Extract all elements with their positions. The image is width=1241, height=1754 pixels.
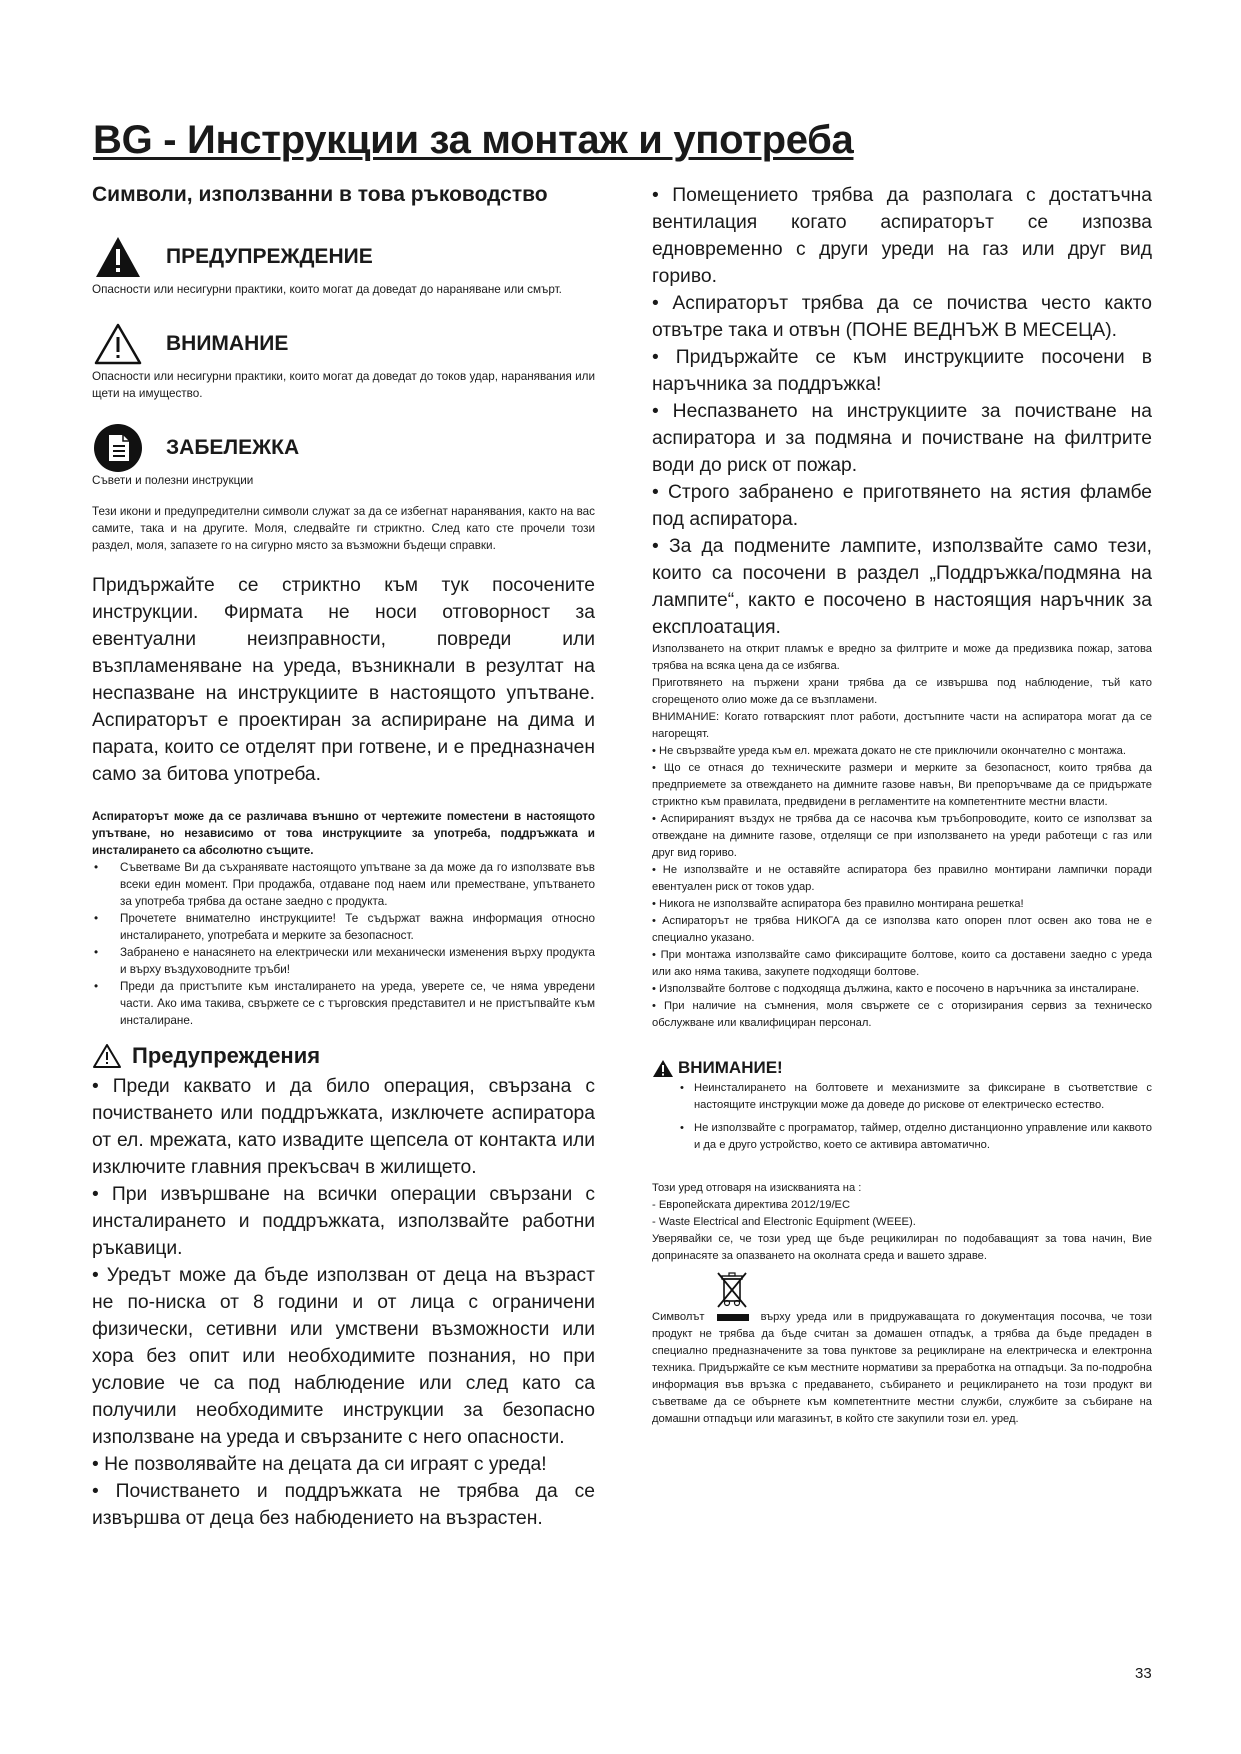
small-bullet-list [92, 859, 595, 1029]
vnimanie-heading-row [652, 1058, 1152, 1078]
warnings-paragraph: • Преди каквато и да било операция, свързана с почистването или поддръжката, изключете аспиратора от ел. мрежата, като извадите щепсела от контакта или изключите главния прекъсвач в жилището. [92, 1076, 595, 1178]
bold-paragraph: Аспираторът може да се различава външно от чертежите поместени в настоящото упътване, но независимо от това инструкциите за употреба, поддръжката и инсталирането са абсолютно същите. [92, 810, 595, 857]
compliance-block [652, 1180, 1152, 1265]
right-small-paragraph: • При монтажа използвайте само фиксиращите болтове, които са доставени заедно с уреда или ако няма такива, закупете подходящи болтове. [652, 949, 1152, 978]
note-description: Съвети и полезни инструкции [92, 474, 254, 487]
warnings-paragraph: • Не позволявайте на децата да си играят с уреда! [92, 1454, 547, 1475]
caution-description: Опасности или несигурни практики, които могат да доведат до токов удар, наранявания или щети на имущество. [92, 370, 595, 400]
warning-filled-icon [652, 1059, 674, 1078]
warnings-paragraph: • Почистването и поддръжката не трябва да се извършва от деца без набюдението на възрастен. [92, 1481, 595, 1529]
right-big-paragraph: • Неспазването на инструкциите за почистване на аспиратора и за подмяна и почистване на филтрите води до риск от пожар. [652, 401, 1152, 476]
list-item: • Неинсталирането на болтовете и механизмите за фиксиране в съответствие с настоящите инструкции може да доведе до рискове от електрическо естество. [652, 1080, 1152, 1114]
caution-label: ВНИМАНИЕ [166, 332, 289, 355]
right-small-paragraph: • Не използвайте и не оставяйте аспиратора без правилно монтирани лампички поради евентуален риск от токов удар. [652, 864, 1152, 893]
right-small-paragraph: Приготвянето на пържени храни трябва да се извършва под наблюдение, тъй като сгорещеното олио може да се възпламени. [652, 677, 1152, 706]
icons-paragraph: Тези икони и предупредителни символи служат за да се избегнат наранявания, както на вас самите, така и на другите. Моля, следвайте ги стриктно. След като сте прочели този раздел, моля, запазете го на сигурно място за възможни бъдещи справки. [92, 505, 595, 552]
right-small-paragraph: ВНИМАНИЕ: Когато готварският плот работи, достъпните части на аспиратора могат да се нагорещят. [652, 711, 1152, 740]
right-small-paragraph: • Аспирираният въздух не трябва да се насочва към тръбопроводите, които се използват за отвеждане на димните газове, отделящи се при използването на уреди работещи с газ или друг вид гориво. [652, 813, 1152, 859]
warnings-paragraph: • Уредът може да бъде използван от деца на възраст не по-ниска от 8 години и от лица с ограничени физически, сетивни или умствени възможности или хора без опит или необходимите познания, но при условие че са под наблюдение или след като са получили необходимите инструкции за безопасно използване на уреда и свързаните с него опасности. [92, 1265, 595, 1448]
list-item: • Преди да пристъпите към инсталирането на уреда, уверете се, че няма увредени части. Ако има такива, свържете се с търговския представител и не пристъпвайте към инсталиране. [92, 978, 595, 1029]
left-column [92, 182, 595, 1532]
symbols-heading: Символи, използванни в това ръководство [92, 183, 548, 206]
page-title: BG - Инструкции за монтаж и употреба [93, 118, 854, 162]
crossed-bin-icon [714, 1269, 750, 1309]
warning-outline-icon [92, 321, 144, 367]
weee-symbol-paragraph [652, 1309, 1152, 1428]
warning-filled-icon [92, 234, 144, 280]
list-item: • Съветваме Ви да съхранявате настоящото упътване за да може да го използвате във всеки един момент. При продажба, отдаване под наем или преместване, упътването за употреба трябва да остане заедно с продукта. [92, 859, 595, 910]
right-small-paragraph: • При наличие на съмнения, моля свържете се с оторизирания сервиз за техническо обслужване или квалифициран персонал. [652, 1000, 1152, 1029]
right-column [652, 182, 1152, 1428]
note-symbol-block [92, 424, 595, 489]
right-small-paragraph: • Никога не използвайте аспиратора без правилно монтирана решетка! [652, 898, 1024, 910]
right-big-paragraph: • Строго забранено е приготвянето на ястия фламбе под аспиратора. [652, 482, 1152, 530]
right-big-paragraph: • Аспираторът трябва да се почиства често както отвътре така и отвън (ПОНЕ ВЕДНЪЖ В МЕСЕЦА). [652, 293, 1152, 341]
intro-paragraph: Придържайте се стриктно към тук посочените инструкции. Фирмата не носи отговорност за евентуални неизправности, повреди или възпламеняване на уреда, възникнали в резултат на неспазване на инструкциите в настоящото упътване. Аспираторът е проектиран за аспириране на дима и парата, които се отделят при готвене, и е предназначен само за битова употреба. [92, 575, 595, 785]
list-item: • Забранено е нанасянето на електрически или механически изменения върху продукта и върху въздуховодните тръби! [92, 944, 595, 978]
symbol-description: върху уреда или в придружаващата го документация посочва, че този продукт не трябва да бъде считан за домашен отпадък, а трябва да бъде предаден в специално предназначените за това пунктове за рециклиране на електрическа и електронна техника. Придържайте се към местните нормативи за преработка на отпадъци. За по-подробна информация във връзка с предаването, събирането и рециклирането на този продукт ви съветваме да се обърнете към компетентните местни служби, службите за събиране на домашни отпадъци или магазинът, в който сте закупили този ел. уред. [652, 1311, 1152, 1425]
compliance-line: - Waste Electrical and Electronic Equipment (WEEE). [652, 1216, 916, 1228]
vnimanie-list [652, 1080, 1152, 1154]
symbol-prefix: Символът [652, 1311, 705, 1323]
right-big-paragraph: • За да подмените лампите, използвайте само тези, които са посочени в раздел „Поддръжка/подмяна на лампите“, както е посочено в настоящия наръчник за експлоатация. [652, 536, 1152, 638]
black-bar-symbol [717, 1314, 749, 1321]
warnings-paragraph: • При извършване на всички операции свързани с инсталирането и поддръжката, използвайте работни ръкавици. [92, 1184, 595, 1259]
right-big-paragraph: • Помещението трябва да разполага с достатъчна вентилация когато аспираторът се изпозва едновременно с други уреди на газ или друг вид гориво. [652, 185, 1152, 287]
note-label: ЗАБЕЛЕЖКА [166, 436, 300, 459]
compliance-line: - Европейската директива 2012/19/EC [652, 1199, 851, 1211]
compliance-line: Този уред отговаря на изискванията на : [652, 1182, 862, 1194]
warning-description: Опасности или несигурни практики, които могат да доведат до нараняване или смърт. [92, 283, 562, 296]
warnings-heading: Предупреждения [132, 1043, 321, 1068]
right-small-paragraph: • Що се отнася до техническите размери и мерките за безопасност, които трябва да предприемете за отвеждането на димните газове навън, Ви препоръчваме да се придържате стриктно към правилата, предвидени в регламентите на компетентните местни власти. [652, 762, 1152, 808]
warnings-heading-row [92, 1043, 595, 1069]
right-big-paragraph: • Придържайте се към инструкциите посочени в наръчника за поддръжка! [652, 347, 1152, 395]
right-small-paragraph: • Аспираторът не трябва НИКОГА да се използва като опорен плот освен ако това не е специално указано. [652, 915, 1152, 944]
list-item: • Не използвайте с програматор, таймер, отделно дистанционно управление или каквото и да е друго устройство, което се активира автоматично. [652, 1120, 1152, 1154]
warning-label: ПРЕДУПРЕЖДЕНИЕ [166, 245, 373, 268]
recycle-paragraph: Уверявайки се, че този уред ще бъде рецикилиран по подобаващият за това начин, Вие допринасяте за опазването на околната среда и вашето здраве. [652, 1233, 1152, 1262]
right-small-paragraph: • Използвайте болтове с подходяща дължина, както е посочено в наръчника за инсталиране. [652, 983, 1140, 995]
warning-symbol-block [92, 233, 595, 298]
warning-outline-icon [92, 1043, 122, 1069]
caution-symbol-block [92, 320, 595, 402]
vnimanie-heading: ВНИМАНИЕ! [678, 1058, 783, 1077]
right-small-paragraph: Използването на открит пламък е вредно за филтрите и може да предизвика пожар, затова трябва на всяка цена да се избягва. [652, 643, 1152, 672]
page-number: 33 [1135, 1665, 1152, 1682]
right-small-text-block [652, 641, 1152, 1032]
note-icon [92, 425, 144, 471]
list-item: • Прочетете внимателно инструкциите! Те съдържат важна информация относно инсталирането, употребата и мерките за безопасност. [92, 910, 595, 944]
right-small-paragraph: • Не свързвайте уреда към ел. мрежата докато не сте приключили окончателно с монтажа. [652, 745, 1127, 757]
